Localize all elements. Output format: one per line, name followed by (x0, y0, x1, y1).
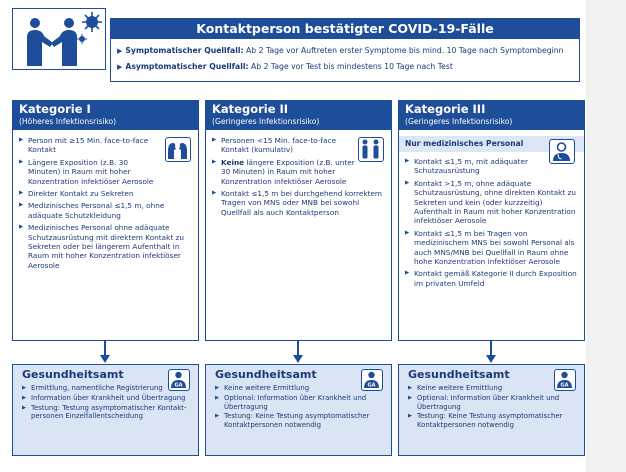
connector-line (490, 341, 492, 356)
handshake-virus-icon (12, 8, 106, 70)
criterion-item: ▶ Kontakt ≤1,5 m bei Tragen von medizinischem MNS bei sowohl Personal als auch MNS/MNB bei Quellfall in Raum ohne hohe Konzentration infektiöser Aerosole (405, 229, 578, 267)
health-office-title: Gesundheitsamt (215, 368, 317, 381)
action-item: ▶ Keine weitere Ermittlung (215, 384, 387, 393)
side-margin (586, 0, 626, 472)
category-title: Kategorie III (405, 102, 486, 116)
health-office-title: Gesundheitsamt (22, 368, 124, 381)
health-office-box-3 (398, 364, 585, 456)
svg-text:GA: GA (560, 382, 569, 389)
criterion-item: ▶ Kontakt >1,5 m, ohne adäquate Schutzausrüstung, ohne direkten Kontakt zu Sekreten und kein (oder kurzzeitig) Aufenthalt in Raum mit hoher Konzentration infektiöser Aerosole (405, 179, 578, 226)
action-item: ▶ Testung: Keine Testung asymptomatischer Kontaktpersonen notwendig (215, 412, 387, 430)
action-item: ▶ Optional: Information über Krankheit und Übertragung (215, 394, 387, 412)
health-office-actions (408, 384, 580, 431)
arrow-down-icon (100, 355, 110, 363)
category-2-header (206, 101, 391, 130)
criterion-item: ▶ Kontakt ≤1,5 m, mit adäquater Schutzausrüstung (405, 157, 578, 176)
action-item: ▶ Information über Krankheit und Übertragung (22, 394, 194, 403)
two-persons-icon (358, 137, 384, 162)
category-subtitle: (Höheres Infektionsrisiko) (19, 117, 117, 126)
triangle-bullet-icon: ▶ (117, 63, 123, 71)
category-title: Kategorie I (19, 102, 91, 116)
symptomatic-source-line: ▶ Symptomatischer Quellfall: Ab 2 Tage vor Auftreten erster Symptome bis mind. 10 Tage nach Symptombeginn (117, 46, 564, 55)
criterion-rest: längere Exposition (z.B. unter 30 Minuten) in Raum mit hoher Konzentration infektiöser Aerosole (221, 157, 355, 186)
svg-text:GA: GA (174, 382, 183, 389)
category-subtitle: (Geringeres Infektionsrisiko) (212, 117, 320, 126)
category-1-box (12, 100, 199, 341)
criterion-item: ▶ Medizinisches Personal ohne adäquate Schutzausrüstung mit direktem Kontakt zu Sekreten oder bei längerem Aufenthalt in Raum mit hoher Konzentration infektiöser Aerosole (19, 223, 192, 270)
action-item: ▶ Keine weitere Ermittlung (408, 384, 580, 393)
action-item: ▶ Ermittlung, namentliche Registrierung (22, 384, 194, 393)
connector-line (297, 341, 299, 356)
page-title: Kontaktperson bestätigter COVID-19-Fälle (110, 18, 580, 39)
health-office-box-1 (12, 364, 199, 456)
category-title: Kategorie II (212, 102, 289, 116)
action-item: ▶ Testung: Testung asymptomatischer Kontakt-personen Einzelfallentscheidung (22, 404, 194, 422)
action-item: ▶ Testung: Keine Testung asymptomatischer Kontaktpersonen notwendig (408, 412, 580, 430)
category-1-header (13, 101, 198, 130)
medical-staff-only-label: Nur medizinisches Personal (399, 136, 584, 152)
health-office-actions (215, 384, 387, 431)
action-item: ▶ Optional: Information über Krankheit und Übertragung (408, 394, 580, 412)
category-subtitle: (Geringeres Infektionsrisiko) (405, 117, 513, 126)
criterion-item: ▶ Direkter Kontakt zu Sekreten (19, 189, 192, 198)
source-case-definitions (110, 39, 580, 82)
category-3-header (399, 101, 584, 130)
asymptomatic-source-line: ▶ Asymptomatischer Quellfall: Ab 2 Tage vor Test bis mindestens 10 Tage nach Test (117, 62, 453, 71)
category-3-box (398, 100, 585, 341)
criterion-item: ▶ Kontakt gemäß Kategorie II durch Exposition im privaten Umfeld (405, 269, 578, 288)
face-to-face-icon (165, 137, 191, 162)
emphasis-text: Keine (221, 157, 245, 167)
health-office-actions (22, 384, 194, 422)
svg-text:GA: GA (367, 382, 376, 389)
connector-line (104, 341, 106, 356)
arrow-down-icon (293, 355, 303, 363)
criterion-item: ▶ Medizinisches Personal ≤1,5 m, ohne adäquate Schutzkleidung (19, 201, 192, 220)
criterion-item: ▶ Person mit ≥15 Min. face-to-face Kontakt (19, 136, 192, 155)
triangle-bullet-icon: ▶ (117, 47, 123, 55)
health-office-box-2 (205, 364, 392, 456)
arrow-down-icon (486, 355, 496, 363)
health-office-title: Gesundheitsamt (408, 368, 510, 381)
criterion-item: ▶ Personen <15 Min. face-to-face Kontakt (kumulativ) (212, 136, 385, 155)
criterion-item: ▶ Kontakt ≤1,5 m bei durchgehend korrektem Tragen von MNS oder MNB bei sowohl Quellfall als auch Kontaktperson (212, 189, 385, 217)
criterion-item: ▶ Längere Exposition (z.B. 30 Minuten) in Raum mit hoher Konzentration infektiöser Aerosole (19, 158, 192, 186)
category-2-box (205, 100, 392, 341)
doctor-icon (549, 139, 575, 164)
